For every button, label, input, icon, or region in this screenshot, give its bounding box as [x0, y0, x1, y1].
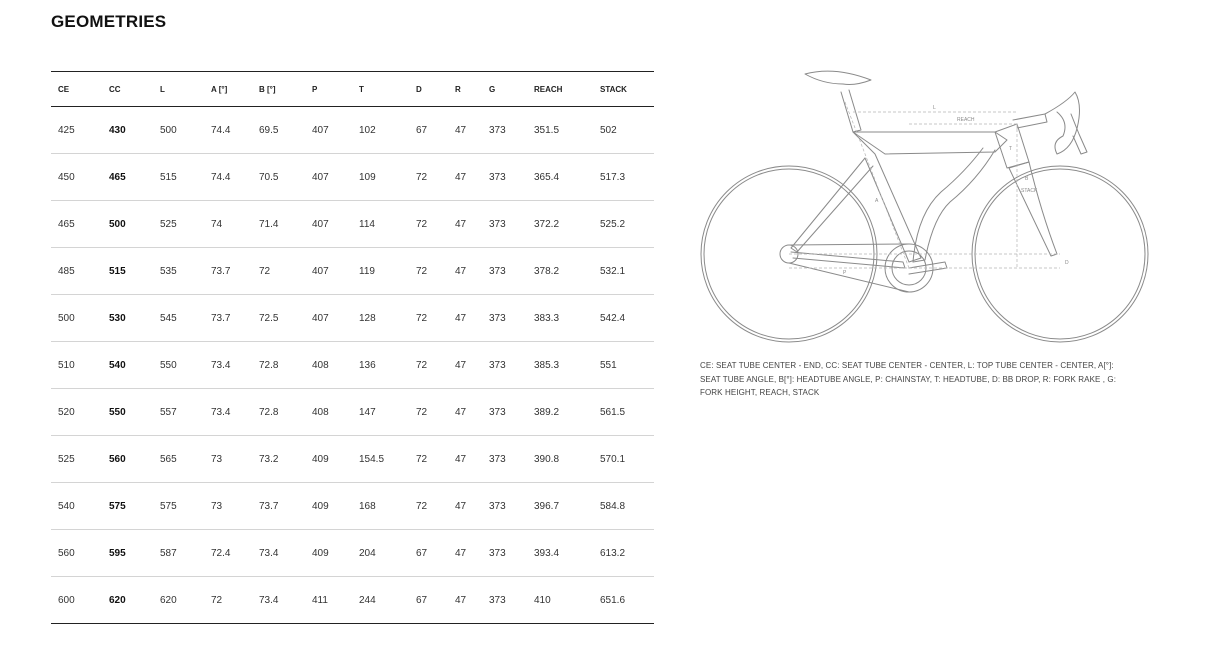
table-cell: 575 — [153, 483, 204, 530]
table-cell: 525 — [153, 201, 204, 248]
table-cell: 47 — [448, 248, 482, 295]
table-cell: 168 — [352, 483, 409, 530]
table-header-row — [51, 72, 654, 107]
table-cell: 114 — [352, 201, 409, 248]
table-cell: 373 — [482, 577, 527, 624]
table-cell: 73.4 — [204, 389, 252, 436]
table-cell: 540 — [51, 483, 102, 530]
table-cell: 72 — [409, 389, 448, 436]
table-cell: 409 — [305, 483, 352, 530]
table-cell: 485 — [51, 248, 102, 295]
table-cell: 373 — [482, 107, 527, 154]
table-cell: 500 — [51, 295, 102, 342]
table-row — [51, 201, 654, 248]
table-cell: 373 — [482, 530, 527, 577]
table-cell: 520 — [51, 389, 102, 436]
table-cell: 72 — [409, 154, 448, 201]
table-cell: 530 — [102, 295, 153, 342]
table-cell: 72 — [409, 342, 448, 389]
table-cell: 410 — [527, 577, 593, 624]
label-l: L — [933, 105, 936, 111]
table-cell: 128 — [352, 295, 409, 342]
table-cell: 147 — [352, 389, 409, 436]
page-title: GEOMETRIES — [51, 12, 167, 31]
table-row — [51, 483, 654, 530]
table-cell: 73.7 — [204, 248, 252, 295]
table-cell: 389.2 — [527, 389, 593, 436]
table-cell: 73.4 — [252, 530, 305, 577]
table-cell: 620 — [102, 577, 153, 624]
table-cell: 72 — [409, 295, 448, 342]
table-cell: 72.5 — [252, 295, 305, 342]
table-cell: 372.2 — [527, 201, 593, 248]
table-cell: 584.8 — [593, 483, 654, 530]
table-cell: 136 — [352, 342, 409, 389]
table-cell: 71.4 — [252, 201, 305, 248]
seat-stay — [791, 158, 873, 252]
table-cell: 408 — [305, 342, 352, 389]
table-cell: 73.7 — [252, 483, 305, 530]
table-cell: 411 — [305, 577, 352, 624]
table-cell: 500 — [153, 107, 204, 154]
table-row — [51, 248, 654, 295]
table-cell: 500 — [102, 201, 153, 248]
table-cell: 72 — [409, 436, 448, 483]
column-header: R — [448, 72, 482, 107]
table-cell: 109 — [352, 154, 409, 201]
table-cell: 373 — [482, 154, 527, 201]
label-b: B — [1025, 176, 1029, 182]
table-cell: 72 — [252, 248, 305, 295]
column-header: L — [153, 72, 204, 107]
table-cell: 425 — [51, 107, 102, 154]
table-cell: 73.7 — [204, 295, 252, 342]
table-cell: 550 — [153, 342, 204, 389]
table-cell: 154.5 — [352, 436, 409, 483]
bike-geometry-diagram — [695, 62, 1155, 352]
table-cell: 651.6 — [593, 577, 654, 624]
table-row — [51, 577, 654, 624]
seat-post — [841, 90, 861, 132]
table-cell: 557 — [153, 389, 204, 436]
table-cell: 535 — [153, 248, 204, 295]
fork — [1009, 162, 1057, 256]
table-cell: 561.5 — [593, 389, 654, 436]
table-row — [51, 436, 654, 483]
table-cell: 72.4 — [204, 530, 252, 577]
table-cell: 570.1 — [593, 436, 654, 483]
table-cell: 532.1 — [593, 248, 654, 295]
column-header: B [°] — [252, 72, 305, 107]
table-cell: 72.8 — [252, 389, 305, 436]
table-cell: 390.8 — [527, 436, 593, 483]
table-cell: 102 — [352, 107, 409, 154]
column-header: D — [409, 72, 448, 107]
table-cell: 373 — [482, 436, 527, 483]
table-cell: 595 — [102, 530, 153, 577]
table-cell: 378.2 — [527, 248, 593, 295]
table-cell: 450 — [51, 154, 102, 201]
table-cell: 365.4 — [527, 154, 593, 201]
table-cell: 517.3 — [593, 154, 654, 201]
table-cell: 244 — [352, 577, 409, 624]
table-row — [51, 107, 654, 154]
column-header: P — [305, 72, 352, 107]
table-cell: 72 — [409, 248, 448, 295]
table-row — [51, 342, 654, 389]
table-cell: 72.8 — [252, 342, 305, 389]
table-cell: 373 — [482, 342, 527, 389]
table-cell: 407 — [305, 248, 352, 295]
table-cell: 72 — [409, 201, 448, 248]
table-cell: 407 — [305, 107, 352, 154]
table-cell: 373 — [482, 483, 527, 530]
table-row — [51, 530, 654, 577]
table-cell: 385.3 — [527, 342, 593, 389]
table-cell: 351.5 — [527, 107, 593, 154]
table-cell: 409 — [305, 530, 352, 577]
table-cell: 465 — [51, 201, 102, 248]
table-cell: 74 — [204, 201, 252, 248]
table-cell: 119 — [352, 248, 409, 295]
table-cell: 47 — [448, 342, 482, 389]
label-p: P — [843, 270, 847, 276]
table-cell: 73.4 — [252, 577, 305, 624]
table-cell: 373 — [482, 201, 527, 248]
table-cell: 47 — [448, 154, 482, 201]
table-cell: 73 — [204, 436, 252, 483]
table-cell: 407 — [305, 154, 352, 201]
table-cell: 560 — [102, 436, 153, 483]
table-cell: 67 — [409, 530, 448, 577]
column-header: STACK — [593, 72, 654, 107]
chain-stay — [791, 252, 905, 268]
table-row — [51, 154, 654, 201]
table-cell: 515 — [102, 248, 153, 295]
table-cell: 408 — [305, 389, 352, 436]
table-cell: 74.4 — [204, 154, 252, 201]
table-cell: 47 — [448, 577, 482, 624]
table-cell: 373 — [482, 389, 527, 436]
table-cell: 47 — [448, 483, 482, 530]
label-t: T — [1009, 146, 1013, 152]
table-cell: 409 — [305, 436, 352, 483]
table-cell: 407 — [305, 295, 352, 342]
down-tube — [913, 148, 995, 262]
table-cell: 510 — [51, 342, 102, 389]
table-cell: 72 — [409, 483, 448, 530]
table-cell: 502 — [593, 107, 654, 154]
table-row — [51, 389, 654, 436]
table-cell: 465 — [102, 154, 153, 201]
table-cell: 515 — [153, 154, 204, 201]
column-header: CC — [102, 72, 153, 107]
table-cell: 74.4 — [204, 107, 252, 154]
table-cell: 551 — [593, 342, 654, 389]
table-cell: 73.4 — [204, 342, 252, 389]
label-reach: REACH — [957, 117, 975, 123]
table-cell: 393.4 — [527, 530, 593, 577]
table-cell: 73.2 — [252, 436, 305, 483]
label-stack: STACK — [1021, 188, 1038, 194]
table-cell: 545 — [153, 295, 204, 342]
table-cell: 540 — [102, 342, 153, 389]
table-cell: 383.3 — [527, 295, 593, 342]
table-cell: 47 — [448, 436, 482, 483]
table-cell: 47 — [448, 295, 482, 342]
table-cell: 47 — [448, 389, 482, 436]
table-cell: 373 — [482, 248, 527, 295]
table-cell: 542.4 — [593, 295, 654, 342]
seat-tube — [853, 132, 921, 262]
table-cell: 575 — [102, 483, 153, 530]
geometry-legend-caption: CE: SEAT TUBE CENTER - END, CC: SEAT TUBE CENTER - CENTER, L: TOP TUBE CENTER - CENTER, A[°]: SEAT TUBE ANGLE, B[°]: HEADTUBE ANGLE, P: CHAINSTAY, T: HEADTUBE, D: BB DROP, R: FORK RAKE , G: FORK HEIGHT, REACH, STACK — [700, 361, 1117, 397]
table-cell: 407 — [305, 201, 352, 248]
table-cell: 204 — [352, 530, 409, 577]
table-cell: 430 — [102, 107, 153, 154]
table-cell: 565 — [153, 436, 204, 483]
label-a: A — [875, 198, 879, 204]
table-cell: 47 — [448, 107, 482, 154]
seat-angle-guide — [845, 102, 909, 268]
table-cell: 67 — [409, 577, 448, 624]
geometry-table — [51, 71, 654, 624]
table-cell: 620 — [153, 577, 204, 624]
column-header: CE — [51, 72, 102, 107]
table-cell: 69.5 — [252, 107, 305, 154]
table-cell: 73 — [204, 483, 252, 530]
table-row — [51, 295, 654, 342]
table-cell: 396.7 — [527, 483, 593, 530]
table-cell: 70.5 — [252, 154, 305, 201]
top-tube — [853, 132, 1007, 154]
table-cell: 373 — [482, 295, 527, 342]
column-header: G — [482, 72, 527, 107]
table-cell: 560 — [51, 530, 102, 577]
table-cell: 72 — [204, 577, 252, 624]
column-header: T — [352, 72, 409, 107]
saddle — [805, 71, 871, 84]
table-cell: 67 — [409, 107, 448, 154]
table-cell: 525 — [51, 436, 102, 483]
label-d: D — [1065, 260, 1069, 266]
table-cell: 550 — [102, 389, 153, 436]
table-cell: 600 — [51, 577, 102, 624]
table-cell: 47 — [448, 530, 482, 577]
table-cell: 587 — [153, 530, 204, 577]
column-header: A [°] — [204, 72, 252, 107]
table-cell: 47 — [448, 201, 482, 248]
table-cell: 525.2 — [593, 201, 654, 248]
column-header: REACH — [527, 72, 593, 107]
table-cell: 613.2 — [593, 530, 654, 577]
